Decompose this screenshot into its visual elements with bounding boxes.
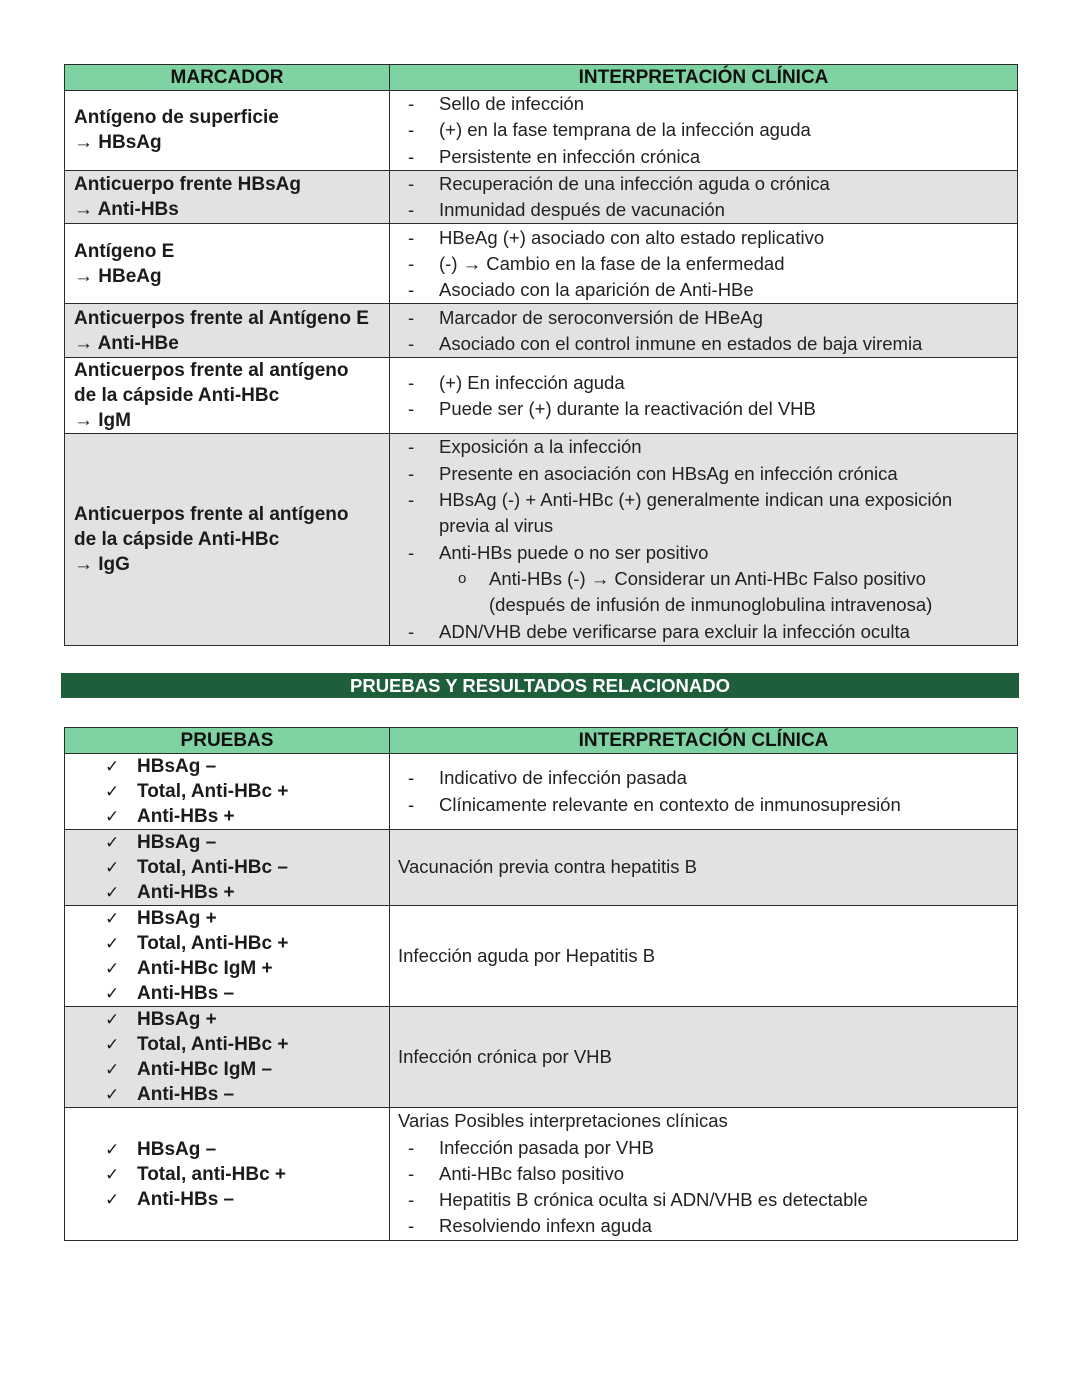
list-item: - HBeAg (+) asociado con alto estado replicativo <box>390 225 1017 251</box>
tests-table-header <box>65 728 1018 754</box>
list-item: - (-) → Cambio en la fase de la enfermedad <box>390 251 1017 277</box>
table-row <box>65 830 1018 906</box>
marker-table <box>64 64 1018 646</box>
check-item: ✓ Anti-HBs – <box>65 981 389 1006</box>
interpretation-cell: Varias Posibles interpretaciones clínicas - Infección pasada por VHB - Anti-HBc falso positivo - Hepatitis B crónica oculta si ADN/VHB es detectable - Resolviendo infexn aguda <box>390 1108 1018 1241</box>
interpretation-cell: Vacunación previa contra hepatitis B <box>390 830 1018 906</box>
list-item: - ADN/VHB debe verificarse para excluir la infección oculta <box>390 619 1017 645</box>
check-item: ✓ Total, anti-HBc + <box>65 1162 389 1187</box>
interpretation-cell <box>390 754 1018 830</box>
interpretation-cell <box>390 170 1018 224</box>
check-item: ✓ HBsAg + <box>65 906 389 931</box>
list-item: previa al virus <box>439 515 554 537</box>
tests-cell <box>65 1108 390 1241</box>
table-row <box>65 304 1018 358</box>
list-item: - Marcador de seroconversión de HBeAg <box>390 305 1017 331</box>
check-item: ✓ Anti-HBs + <box>65 804 389 829</box>
list-item: - Infección pasada por VHB <box>390 1135 1017 1161</box>
table-row <box>65 434 1018 645</box>
list-item: - Presente en asociación con HBsAg en infección crónica <box>390 461 1017 487</box>
header-pruebas: PRUEBAS <box>65 728 390 754</box>
marker-cell: Anticuerpos frente al antígeno de la cápside Anti-HBc → IgG <box>65 434 390 645</box>
check-item: ✓ Total, Anti-HBc + <box>65 931 389 956</box>
check-item: ✓ HBsAg + <box>65 1007 389 1032</box>
list-item: - (+) En infección aguda <box>390 370 1017 396</box>
table-row <box>65 1108 1018 1241</box>
marker-cell: Anticuerpos frente al Antígeno E → Anti-HBe <box>65 304 390 358</box>
list-item: - Sello de infección <box>390 91 1017 117</box>
tests-cell <box>65 830 390 906</box>
marker-cell: Anticuerpos frente al antígeno de la cápside Anti-HBc → IgM <box>65 358 390 434</box>
check-item: ✓ HBsAg – <box>65 754 389 779</box>
table-row <box>65 170 1018 224</box>
marker-cell: Antígeno E → HBeAg <box>65 224 390 304</box>
section-banner: PRUEBAS Y RESULTADOS RELACIONADO <box>61 673 1019 698</box>
list-item: o Anti-HBs (-) → Considerar un Anti-HBc Falso positivo <box>390 566 1017 592</box>
check-item: ✓ HBsAg – <box>65 830 389 855</box>
list-item: - Anti-HBs puede o no ser positivo <box>390 540 1017 566</box>
interpretation-cell <box>390 304 1018 358</box>
table-row <box>65 754 1018 830</box>
list-item: - Puede ser (+) durante la reactivación del VHB <box>390 396 1017 422</box>
list-item: - Recuperación de una infección aguda o crónica <box>390 171 1017 197</box>
list-item: - Indicativo de infección pasada <box>390 765 1017 791</box>
tests-cell <box>65 1007 390 1108</box>
check-item: ✓ HBsAg – <box>65 1137 389 1162</box>
table-row <box>65 91 1018 171</box>
list-item: - Inmunidad después de vacunación <box>390 197 1017 223</box>
table-row <box>65 906 1018 1007</box>
list-item: (después de infusión de inmunoglobulina intravenosa) <box>489 594 933 616</box>
list-item: - (+) en la fase temprana de la infección aguda <box>390 117 1017 143</box>
interpretation-cell <box>390 434 1018 645</box>
interpretation-cell: Infección crónica por VHB <box>390 1007 1018 1108</box>
check-item: ✓ Anti-HBc IgM + <box>65 956 389 981</box>
marker-table-header <box>65 65 1018 91</box>
tests-cell <box>65 906 390 1007</box>
header-marcador: MARCADOR <box>65 65 390 91</box>
check-item: ✓ Total, Anti-HBc + <box>65 1032 389 1057</box>
list-item: - Resolviendo infexn aguda <box>390 1213 1017 1239</box>
marker-cell: Anticuerpo frente HBsAg → Anti-HBs <box>65 170 390 224</box>
list-item: - Anti-HBc falso positivo <box>390 1161 1017 1187</box>
check-item: ✓ Anti-HBs – <box>65 1082 389 1107</box>
check-item: ✓ Anti-HBs – <box>65 1187 389 1212</box>
interpretation-cell <box>390 358 1018 434</box>
check-item: ✓ Total, Anti-HBc + <box>65 779 389 804</box>
tests-table <box>64 727 1018 1241</box>
tests-cell <box>65 754 390 830</box>
list-item: - Hepatitis B crónica oculta si ADN/VHB es detectable <box>390 1187 1017 1213</box>
list-item: - Clínicamente relevante en contexto de inmunosupresión <box>390 792 1017 818</box>
interpretation-cell <box>390 224 1018 304</box>
interpretation-cell <box>390 91 1018 171</box>
table-row <box>65 1007 1018 1108</box>
list-item: - Exposición a la infección <box>390 434 1017 460</box>
list-item: - Asociado con el control inmune en estados de baja viremia <box>390 331 1017 357</box>
list-item: - Asociado con la aparición de Anti-HBe <box>390 277 1017 303</box>
check-item: ✓ Anti-HBs + <box>65 880 389 905</box>
list-item: - Persistente en infección crónica <box>390 144 1017 170</box>
header-interpretacion: INTERPRETACIÓN CLÍNICA <box>390 65 1018 91</box>
marker-cell: Antígeno de superficie → HBsAg <box>65 91 390 171</box>
table-row <box>65 358 1018 434</box>
list-item: - HBsAg (-) + Anti-HBc (+) generalmente indican una exposición <box>390 487 1017 513</box>
header-interpretacion: INTERPRETACIÓN CLÍNICA <box>390 728 1018 754</box>
check-item: ✓ Anti-HBc IgM – <box>65 1057 389 1082</box>
interpretation-cell: Infección aguda por Hepatitis B <box>390 906 1018 1007</box>
check-item: ✓ Total, Anti-HBc – <box>65 855 389 880</box>
table-row <box>65 224 1018 304</box>
